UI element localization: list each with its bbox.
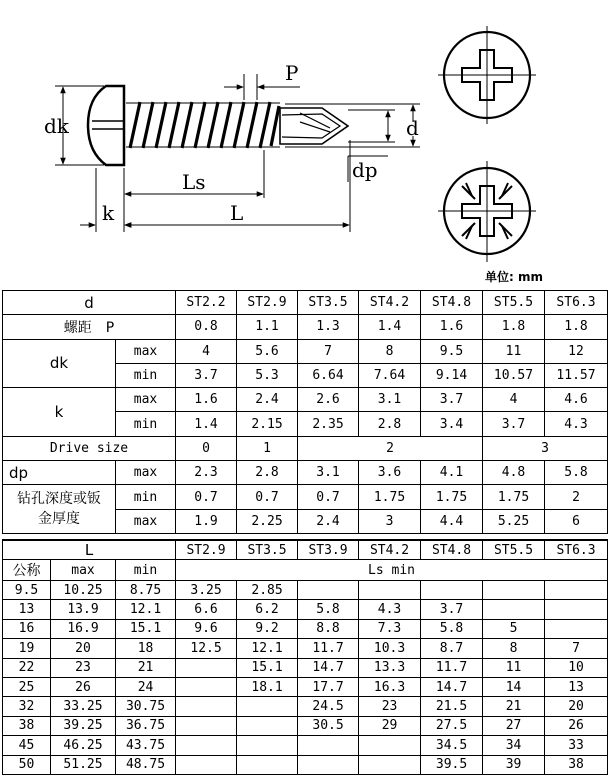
ls-cell: 29 [359, 716, 421, 735]
nominal-cell: 16 [3, 619, 51, 638]
table-row [3, 581, 608, 600]
ls-cell [359, 736, 421, 755]
value-cell: 1.75 [483, 485, 545, 509]
pozidriv-head-icon [438, 161, 536, 262]
ls-cell: 20 [545, 697, 608, 716]
min-label: min [116, 363, 176, 387]
value-cell: 5.8 [545, 461, 608, 485]
ls-cell: 17.7 [298, 677, 359, 696]
value-cell: 4 [176, 339, 237, 363]
value-cell: 2 [545, 485, 608, 509]
value-cell: 3.6 [359, 461, 421, 485]
ls-min-label: Ls min [176, 560, 608, 581]
value-cell: 1.4 [359, 315, 421, 339]
nominal-cell: 19 [3, 639, 51, 658]
ls-cell [545, 600, 608, 619]
value-cell: 2 [298, 436, 483, 460]
ls-cell: 12.5 [176, 639, 237, 658]
value-cell: 2.35 [298, 412, 359, 436]
limit-cell: 30.75 [116, 697, 176, 716]
ls-cell [237, 755, 298, 774]
ls-cell [176, 755, 237, 774]
spec-row-d [3, 291, 608, 315]
ls-cell: 11.7 [421, 658, 483, 677]
value-cell: 6.64 [298, 363, 359, 387]
value-cell: 5.6 [237, 339, 298, 363]
value-cell: 4 [483, 388, 545, 412]
ls-cell: 23 [359, 697, 421, 716]
value-cell: 6 [545, 509, 608, 533]
ls-cell [237, 716, 298, 735]
nominal-cell: 38 [3, 716, 51, 735]
ls-cell: 8.7 [421, 639, 483, 658]
limit-cell: 21 [116, 658, 176, 677]
ls-cell: 39 [483, 755, 545, 774]
ls-cell: 2.85 [237, 581, 298, 600]
table-row [3, 716, 608, 735]
nominal-cell: 22 [3, 658, 51, 677]
ls-cell [545, 581, 608, 600]
nominal-cell: 45 [3, 736, 51, 755]
value-cell: 3.1 [298, 461, 359, 485]
ls-cell: 3.7 [421, 600, 483, 619]
phillips-head-icon [438, 26, 536, 124]
ls-cell: 5 [483, 619, 545, 638]
ls-cell: 7.3 [359, 619, 421, 638]
ls-cell [359, 581, 421, 600]
dk-label: dk [3, 339, 116, 388]
ls-cell: 24.5 [298, 697, 359, 716]
value-cell: 4.1 [421, 461, 483, 485]
limit-cell: 51.25 [51, 755, 116, 774]
value-cell: 1.6 [176, 388, 237, 412]
value-cell: 4.4 [421, 509, 483, 533]
size-cell: ST4.8 [421, 291, 483, 315]
dim-label-k: k [102, 201, 115, 225]
ls-cell: 15.1 [237, 658, 298, 677]
value-cell: 9.5 [421, 339, 483, 363]
ls-cell: 6.6 [176, 600, 237, 619]
value-cell: 1.1 [237, 315, 298, 339]
table-row [3, 736, 608, 755]
limit-cell: 26 [51, 677, 116, 696]
ls-cell [483, 581, 545, 600]
limit-cell: 39.25 [51, 716, 116, 735]
limit-cell: 33.25 [51, 697, 116, 716]
limit-cell: 8.75 [116, 581, 176, 600]
screw-profile [88, 86, 348, 165]
ls-cell [483, 600, 545, 619]
drive-label: Drive size [3, 436, 176, 460]
value-cell: 3.7 [421, 388, 483, 412]
value-cell: 4.6 [545, 388, 608, 412]
ls-cell: 12.1 [237, 639, 298, 658]
value-cell: 4.3 [545, 412, 608, 436]
size-cell: ST3.9 [298, 540, 359, 560]
value-cell: 1.9 [176, 509, 237, 533]
size-cell: ST6.3 [545, 291, 608, 315]
table-row [3, 755, 608, 774]
value-cell: 8 [359, 339, 421, 363]
table-row [3, 658, 608, 677]
thickness-label-line2: 金厚度 [38, 511, 80, 528]
length-rows [3, 581, 608, 775]
ls-cell [176, 736, 237, 755]
value-cell: 7 [298, 339, 359, 363]
l-label: L [3, 540, 176, 560]
max-label: max [116, 509, 176, 533]
value-cell: 1.75 [359, 485, 421, 509]
limit-cell: 20 [51, 639, 116, 658]
value-cell: 10.57 [483, 363, 545, 387]
size-cell: ST5.5 [483, 291, 545, 315]
size-cell: ST5.5 [483, 540, 545, 560]
value-cell: 1.8 [483, 315, 545, 339]
size-cell: ST2.9 [176, 540, 237, 560]
nominal-cell: 25 [3, 677, 51, 696]
ls-cell: 14.7 [298, 658, 359, 677]
spec-row-thickness-min [3, 485, 608, 509]
limit-cell: 15.1 [116, 619, 176, 638]
ls-cell: 7 [545, 639, 608, 658]
value-cell: 4.8 [483, 461, 545, 485]
ls-cell [421, 581, 483, 600]
ls-cell: 9.2 [237, 619, 298, 638]
value-cell: 0.7 [298, 485, 359, 509]
ls-cell: 5.8 [421, 619, 483, 638]
ls-cell: 18.1 [237, 677, 298, 696]
ls-cell: 14 [483, 677, 545, 696]
limit-cell: 24 [116, 677, 176, 696]
value-cell: 0 [176, 436, 237, 460]
size-cell: ST6.3 [545, 540, 608, 560]
thickness-label-line1: 钻孔深度或钣 [17, 491, 101, 508]
ls-cell: 38 [545, 755, 608, 774]
spec-row-k-max [3, 388, 608, 412]
ls-cell: 4.3 [359, 600, 421, 619]
length-header-row [3, 540, 608, 560]
spec-row-drive [3, 436, 608, 460]
ls-cell: 27 [483, 716, 545, 735]
value-cell: 2.4 [237, 388, 298, 412]
ls-cell: 11.7 [298, 639, 359, 658]
value-cell: 0.8 [176, 315, 237, 339]
ls-cell: 39.5 [421, 755, 483, 774]
dim-label-dp: dp [352, 158, 378, 182]
limit-cell: 18 [116, 639, 176, 658]
ls-cell: 5.8 [298, 600, 359, 619]
spec-row-dp [3, 461, 608, 485]
min-label: min [116, 485, 176, 509]
header-label: d [3, 291, 176, 315]
table-row [3, 697, 608, 716]
limit-cell: 16.9 [51, 619, 116, 638]
value-cell: 0.7 [237, 485, 298, 509]
size-cell: ST4.8 [421, 540, 483, 560]
dp-label: dp [3, 461, 116, 485]
value-cell: 1.75 [421, 485, 483, 509]
value-cell: 11.57 [545, 363, 608, 387]
spec-table [2, 290, 608, 534]
spec-row-pitch [3, 315, 608, 339]
value-cell: 9.14 [421, 363, 483, 387]
nominal-cell: 32 [3, 697, 51, 716]
ls-cell: 13.3 [359, 658, 421, 677]
value-cell: 0.7 [176, 485, 237, 509]
max-label: max [116, 388, 176, 412]
size-cell: ST2.9 [237, 291, 298, 315]
value-cell: 2.8 [359, 412, 421, 436]
value-cell: 3 [483, 436, 608, 460]
dim-label-dk: dk [44, 114, 69, 138]
nominal-label: 公称 [3, 560, 51, 581]
min-label: min [116, 560, 176, 581]
value-cell: 3 [359, 509, 421, 533]
ls-cell [176, 697, 237, 716]
value-cell: 5.3 [237, 363, 298, 387]
ls-cell [298, 755, 359, 774]
value-cell: 11 [483, 339, 545, 363]
max-label: max [51, 560, 116, 581]
dim-label-d: d [406, 116, 419, 140]
spec-row-dk-max [3, 339, 608, 363]
value-cell: 2.15 [237, 412, 298, 436]
ls-cell [176, 677, 237, 696]
value-cell: 2.4 [298, 509, 359, 533]
value-cell: 2.8 [237, 461, 298, 485]
ls-cell: 13 [545, 677, 608, 696]
max-label: max [116, 461, 176, 485]
limit-cell: 12.1 [116, 600, 176, 619]
ls-cell: 8 [483, 639, 545, 658]
ls-cell [237, 697, 298, 716]
pitch-label: 螺距 P [3, 315, 176, 339]
limit-cell: 13.9 [51, 600, 116, 619]
screw-drawing [0, 0, 613, 290]
value-cell: 7.64 [359, 363, 421, 387]
max-label: max [116, 339, 176, 363]
value-cell: 3.1 [359, 388, 421, 412]
limit-cell: 36.75 [116, 716, 176, 735]
ls-cell: 9.6 [176, 619, 237, 638]
ls-cell: 21.5 [421, 697, 483, 716]
ls-cell: 16.3 [359, 677, 421, 696]
limit-cell: 23 [51, 658, 116, 677]
value-cell: 1.4 [176, 412, 237, 436]
value-cell: 1 [237, 436, 298, 460]
ls-cell: 27.5 [421, 716, 483, 735]
length-table [2, 539, 608, 775]
ls-cell: 3.25 [176, 581, 237, 600]
value-cell: 1.6 [421, 315, 483, 339]
thickness-label [3, 485, 116, 534]
value-cell: 3.7 [176, 363, 237, 387]
nominal-cell: 13 [3, 600, 51, 619]
value-cell: 1.3 [298, 315, 359, 339]
ls-cell [359, 755, 421, 774]
min-label: min [116, 412, 176, 436]
dim-label-p: P [285, 61, 299, 85]
ls-cell: 30.5 [298, 716, 359, 735]
nominal-cell: 50 [3, 755, 51, 774]
ls-cell: 10.3 [359, 639, 421, 658]
table-row [3, 619, 608, 638]
length-subheader-row [3, 560, 608, 581]
k-label: k [3, 388, 116, 437]
value-cell: 12 [545, 339, 608, 363]
size-cell: ST3.5 [298, 291, 359, 315]
value-cell: 2.6 [298, 388, 359, 412]
ls-cell: 26 [545, 716, 608, 735]
ls-cell: 34 [483, 736, 545, 755]
size-cell: ST3.5 [237, 540, 298, 560]
dim-label-ls: Ls [182, 170, 206, 194]
value-cell: 5.25 [483, 509, 545, 533]
ls-cell: 33 [545, 736, 608, 755]
size-cell: ST2.2 [176, 291, 237, 315]
ls-cell [237, 736, 298, 755]
table-row [3, 600, 608, 619]
value-cell: 3.7 [483, 412, 545, 436]
limit-cell: 46.25 [51, 736, 116, 755]
ls-cell [298, 736, 359, 755]
ls-cell: 8.8 [298, 619, 359, 638]
table-row [3, 677, 608, 696]
dim-label-l: L [230, 201, 244, 225]
size-cell: ST4.2 [359, 540, 421, 560]
ls-cell [545, 619, 608, 638]
ls-cell: 21 [483, 697, 545, 716]
unit-label: 单位: mm [485, 270, 543, 284]
ls-cell: 6.2 [237, 600, 298, 619]
value-cell: 2.25 [237, 509, 298, 533]
ls-cell [176, 658, 237, 677]
ls-cell [176, 716, 237, 735]
ls-cell: 14.7 [421, 677, 483, 696]
size-cell: ST4.2 [359, 291, 421, 315]
ls-cell: 10 [545, 658, 608, 677]
nominal-cell: 9.5 [3, 581, 51, 600]
ls-cell: 11 [483, 658, 545, 677]
limit-cell: 43.75 [116, 736, 176, 755]
limit-cell: 10.25 [51, 581, 116, 600]
limit-cell: 48.75 [116, 755, 176, 774]
ls-cell: 34.5 [421, 736, 483, 755]
value-cell: 1.8 [545, 315, 608, 339]
ls-cell [298, 581, 359, 600]
table-row [3, 639, 608, 658]
value-cell: 3.4 [421, 412, 483, 436]
value-cell: 2.3 [176, 461, 237, 485]
